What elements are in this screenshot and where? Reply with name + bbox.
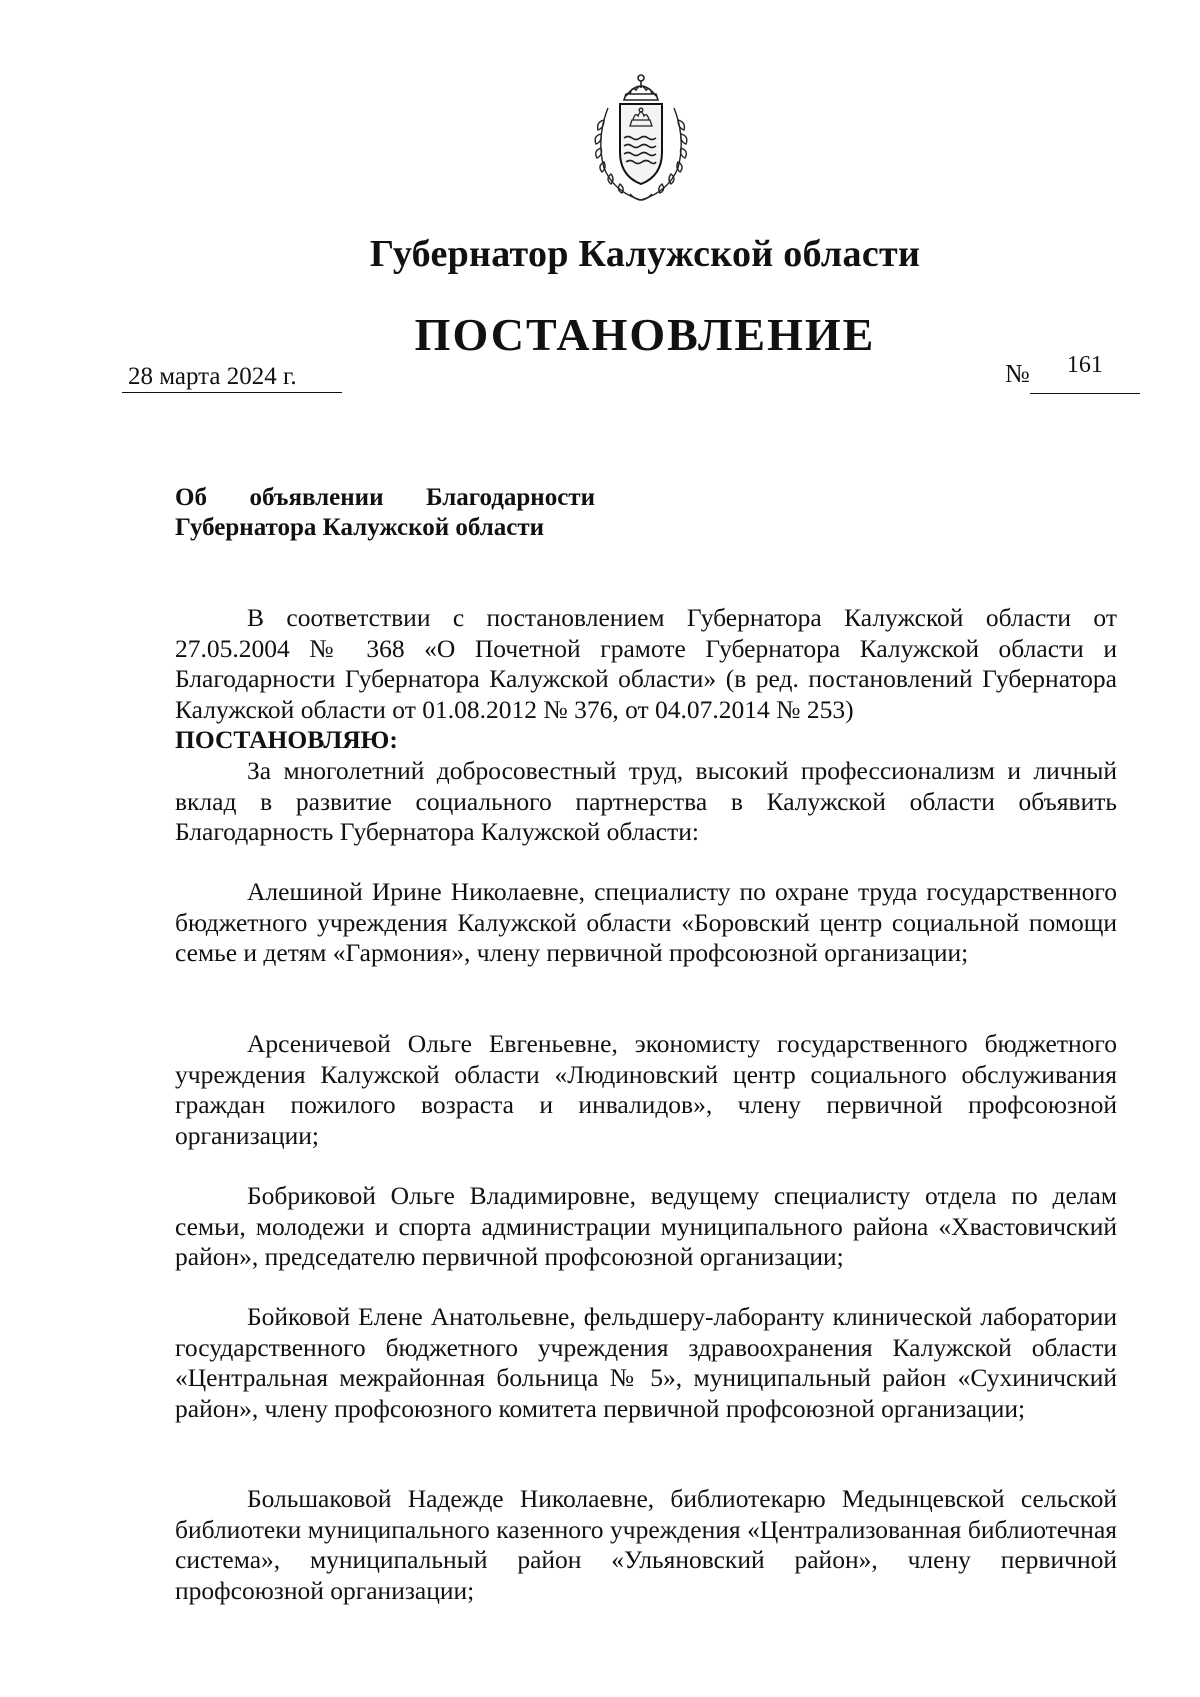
number-value: 161 bbox=[1066, 352, 1103, 378]
number-sign: № bbox=[1005, 359, 1030, 388]
decision-text: За многолетний добросовестный труд, высокий профессионализм и личный вклад в развитие социального партнерства в Калужской области объявить Благодарность Губернатора Калужской области: bbox=[175, 756, 1117, 846]
issuing-authority: Губернатор Калужской области bbox=[369, 233, 921, 275]
document-number bbox=[1005, 352, 1140, 394]
document-subject bbox=[175, 483, 595, 543]
recipient-text: Бойковой Елене Анатольевне, фельдшеру-лаборанту клинической лаборатории государственного бюджетного учреждения здравоохранения Калужской области «Центральная межрайонная больница № 5», муниципальный район «Сухиничский район», члену профсоюзного комитета первичной профсоюзной организации; bbox=[175, 1302, 1117, 1423]
decision-paragraph bbox=[175, 756, 1117, 848]
recipient-text: Большаковой Надежде Николаевне, библиотекарю Медынцевской сельской библиотеки муниципального казенного учреждения «Централизованная библиотечная система», муниципальный район «Ульяновский район», члену первичной профсоюзной организации; bbox=[175, 1484, 1117, 1605]
preamble-text: В соответствии с постановлением Губернатора Калужской области от 27.05.2004 № 368 «О Почетной грамоте Губернатора Калужской области и Благодарности Губернатора Калужской области» (в ред. постановлений Губернатора Калужской области от 01.08.2012 № 376, от 04.07.2014 № 253) bbox=[175, 603, 1117, 724]
subject-line-1: Об объявлении Благодарности bbox=[175, 484, 595, 511]
document-date: 28 марта 2024 г. bbox=[122, 362, 342, 393]
document-type-title: ПОСТАНОВЛЕНИЕ bbox=[414, 309, 876, 360]
recipient-item bbox=[175, 877, 1117, 969]
decree-word: ПОСТАНОВЛЯЮ: bbox=[175, 725, 398, 754]
recipient-text: Бобриковой Ольге Владимировне, ведущему специалисту отдела по делам семьи, молодежи и спорта администрации муниципального района «Хвастовичский район», председателю первичной профсоюзной организации; bbox=[175, 1181, 1117, 1271]
number-field bbox=[1030, 352, 1140, 394]
recipient-item bbox=[175, 1302, 1117, 1424]
recipient-text: Арсеничевой Ольге Евгеньевне, экономисту государственного бюджетного учреждения Калужской области «Людиновский центр социального обслуживания граждан пожилого возраста и инвалидов», члену первичной профсоюзной организации; bbox=[175, 1029, 1117, 1150]
recipient-text: Алешиной Ирине Николаевне, специалисту по охране труда государственного бюджетного учреждения Калужской области «Боровский центр социальной помощи семье и детям «Гармония», члену первичной профсоюзной организации; bbox=[175, 877, 1117, 967]
recipient-item bbox=[175, 1181, 1117, 1273]
preamble-paragraph bbox=[175, 603, 1117, 756]
recipient-item bbox=[175, 1029, 1117, 1151]
subject-line-2: Губернатора Калужской области bbox=[175, 514, 545, 541]
kaluga-coat-of-arms-icon bbox=[586, 68, 696, 208]
recipient-item bbox=[175, 1484, 1117, 1606]
